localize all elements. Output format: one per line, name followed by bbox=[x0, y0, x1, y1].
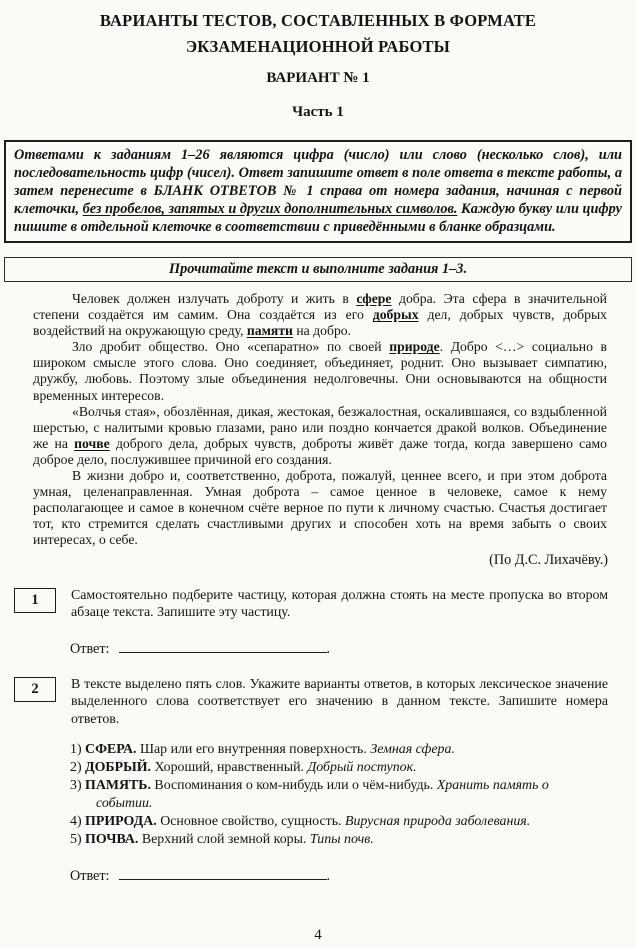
question-1-answer-period: . bbox=[326, 640, 331, 657]
question-2-answer-blank bbox=[119, 866, 327, 880]
question-1-answer-label: Ответ: bbox=[70, 640, 110, 657]
question-2-number-box: 2 bbox=[14, 677, 56, 702]
question-1-answer-row bbox=[70, 639, 636, 658]
page-title bbox=[0, 8, 636, 60]
question-1-number-box: 1 bbox=[14, 588, 56, 613]
option-4: 4) ПРИРОДА. Основное свойство, сущность. Вирусная природа заболевания. bbox=[70, 814, 531, 830]
question-2-options bbox=[70, 741, 606, 849]
question-1-answer-blank bbox=[119, 639, 327, 653]
part-heading: Часть 1 bbox=[292, 104, 344, 120]
passage-paragraph-1: Человек должен излучать доброту и жить в сфере добра. Эта сфера в значительной степени создаётся им самим. Она создаётся из его добрых дел, добрых чувств, добрых воздействий на окружающую среду, памяти на добро. bbox=[33, 291, 608, 339]
question-1 bbox=[0, 587, 636, 622]
page-title-line1: ВАРИАНТЫ ТЕСТОВ, СОСТАВЛЕННЫХ В ФОРМАТЕ bbox=[99, 11, 537, 30]
question-2 bbox=[0, 676, 636, 729]
variant-heading: ВАРИАНТ № 1 bbox=[266, 70, 370, 86]
option-2: 2) ДОБРЫЙ. Хороший, нравственный. Добрый поступок. bbox=[70, 760, 417, 776]
instructions-box: Ответами к заданиям 1–26 являются цифра (число) или слово (несколько слов), или последовательность цифр (чисел). Ответ запишите ответ в поле ответа в тексте работы, а затем перенесите в БЛАНК ОТВЕТОВ № 1 справа от номера задания, начиная с первой клеточки, без пробелов, запятых и других дополнительных символов. Каждую букву или цифру пишите в отдельной клеточке в соответствии с приведёнными в бланке образцами. bbox=[4, 140, 632, 243]
question-1-text: Самостоятельно подберите частицу, которая должна стоять на месте пропуска во втором абзаце текста. Запишите эту частицу. bbox=[71, 587, 608, 621]
page-number: 4 bbox=[314, 927, 322, 943]
passage-paragraph-4: В жизни добро и, соответственно, доброта, пожалуй, ценнее всего, и при этом доброта умная, целенаправленная. Умная доброта – самое ценное в человеке, самое к нему располагающее и самое в конечном счёте верное по пути к личному счастью. Счастья достигает тот, кто стремится сделать счастливыми других и способен хоть на время забыть о своих интересах, о себе. bbox=[33, 468, 607, 548]
passage-attribution: (По Д.С. Лихачёву.) bbox=[489, 551, 608, 568]
passage-text bbox=[33, 291, 607, 549]
page-title-line2: ЭКЗАМЕНАЦИОННОЙ РАБОТЫ bbox=[185, 37, 451, 56]
passage-paragraph-3: «Волчья стая», обозлённая, дикая, жестокая, безжалостная, оскалившаяся, со вздыбленной шерстью, с налитыми кровью глазами, рано или поздно кончается дракой волков. Объединение же на почве доброго дела, добрых чувств, доброты живёт даже тогда, когда завершено само доброе дело, послужившее причиной его создания. bbox=[33, 403, 607, 467]
option-3: 3) ПАМЯТЬ. Воспоминания о ком-нибудь или о чём-нибудь. Хранить память о событии. bbox=[70, 778, 549, 812]
read-text-banner: Прочитайте текст и выполните задания 1–3. bbox=[4, 257, 632, 282]
option-1: 1) СФЕРА. Шар или его внутренняя поверхность. Земная сфера. bbox=[70, 742, 455, 758]
question-2-answer-label: Ответ: bbox=[70, 868, 110, 885]
question-2-text: В тексте выделено пять слов. Укажите варианты ответов, в которых лексическое значение выделенного слова соответствует его значению в данном тексте. Запишите номера ответов. bbox=[71, 676, 608, 727]
question-2-answer-period: . bbox=[326, 868, 331, 885]
passage-paragraph-2: Зло дробит общество. Оно «сепаратно» по своей природе. Добро <…> социально в широком смысле этого слова. Оно соединяет, объединяет, роднит. Оно вызывает симпатию, дружбу, любовь. Поэтому злые объединения недолговечны. Они основываются на общности временных интересов. bbox=[33, 339, 607, 403]
question-2-answer-row bbox=[70, 866, 636, 885]
option-5: 5) ПОЧВА. Верхний слой земной коры. Типы почв. bbox=[70, 832, 374, 848]
